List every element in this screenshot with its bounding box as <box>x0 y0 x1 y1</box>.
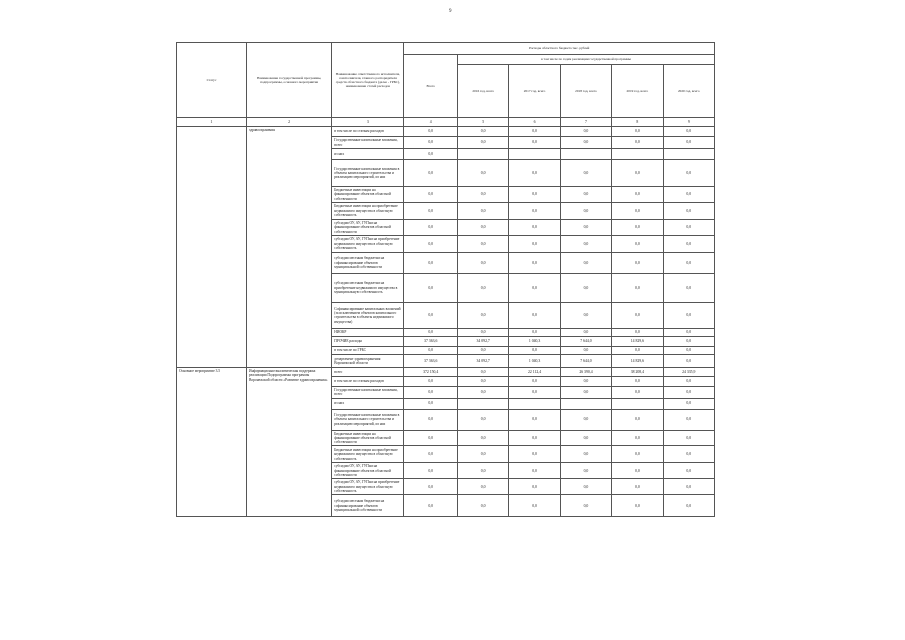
year-value-cell: 0,0 <box>457 430 508 446</box>
year-value-cell: 0,0 <box>612 328 663 336</box>
header-years-group: в том числе по годам реализации государственной программы <box>457 55 714 65</box>
year-value-cell: 0,0 <box>560 219 611 235</box>
year-value-cell: 0,0 <box>663 127 714 137</box>
year-value-cell: 0,0 <box>663 328 714 336</box>
year-value-cell: 0,0 <box>663 479 714 495</box>
year-value-cell: 0,0 <box>612 127 663 137</box>
header-year: 2018 год, всего <box>560 65 611 118</box>
header-name: Наименование государственной программы, подпрограммы, основного мероприятия <box>246 43 331 118</box>
year-value-cell: 0,0 <box>560 302 611 328</box>
year-value-cell: 0,0 <box>457 479 508 495</box>
year-value-cell: 0,0 <box>560 463 611 479</box>
year-value-cell: 0,0 <box>560 409 611 430</box>
year-value-cell: 0,0 <box>457 409 508 430</box>
year-value-cell: 0,0 <box>612 376 663 386</box>
year-value-cell <box>509 398 560 409</box>
year-value-cell: 0,0 <box>457 386 508 398</box>
year-value-cell: 0,0 <box>612 160 663 187</box>
year-value-cell: 0,0 <box>509 463 560 479</box>
header-year: 2019 год, всего <box>612 65 663 118</box>
year-value-cell: 0,0 <box>509 479 560 495</box>
col-number: 1 <box>177 118 247 127</box>
expense-item-label: Бюджетные инвестиции на финансирование объектов областной собственности <box>332 430 404 446</box>
total-value-cell: 0,0 <box>404 495 458 517</box>
program-name-cell: здравоохранения <box>246 127 331 368</box>
expense-item-label: в том числе по статьям расходов <box>332 127 404 137</box>
expense-item-label: Государственные капитальные вложения в объекты капитального строительства и реализацию мероприятий, из них <box>332 409 404 430</box>
year-value-cell: 0,0 <box>612 202 663 219</box>
year-value-cell: 0,0 <box>612 479 663 495</box>
year-value-cell: 0,0 <box>663 219 714 235</box>
expense-item-label: НИОКР <box>332 328 404 336</box>
year-value-cell: 0,0 <box>560 386 611 398</box>
year-value-cell: 0,0 <box>509 219 560 235</box>
col-number: 4 <box>404 118 458 127</box>
expense-item-label: Бюджетные инвестиции на финансирование объектов областной собственности <box>332 187 404 203</box>
expense-item-label: Государственные капитальные вложения в объекты капитального строительства и реализацию мероприятий, из них <box>332 160 404 187</box>
year-value-cell: 34 092,7 <box>457 354 508 367</box>
year-value-cell: 0,0 <box>457 346 508 354</box>
table-row <box>177 367 715 376</box>
year-value-cell: 0,0 <box>612 463 663 479</box>
year-value-cell: 0,0 <box>663 202 714 219</box>
col-number: 8 <box>612 118 663 127</box>
page-number: 9 <box>449 9 452 14</box>
year-value-cell: 0,0 <box>457 495 508 517</box>
year-value-cell <box>457 398 508 409</box>
year-value-cell: 7 644,0 <box>560 354 611 367</box>
year-value-cell: 0,0 <box>509 187 560 203</box>
year-value-cell: 0,0 <box>560 273 611 302</box>
year-value-cell: 0,0 <box>663 160 714 187</box>
expense-item-label: субсидии местным бюджетам на приобретение недвижимого имущества в муниципальную собственность <box>332 273 404 302</box>
header-total: Всего <box>404 55 458 118</box>
year-value-cell <box>612 398 663 409</box>
year-value-cell: 0,0 <box>457 202 508 219</box>
year-value-cell: 0,0 <box>612 137 663 149</box>
col-number: 3 <box>332 118 404 127</box>
year-value-cell <box>612 149 663 160</box>
year-value-cell: 0,0 <box>457 160 508 187</box>
year-value-cell <box>457 149 508 160</box>
expense-item-label: Бюджетные инвестиции на приобретение недвижимого имущества в областную собственность <box>332 446 404 463</box>
year-value-cell: 0,0 <box>560 346 611 354</box>
expense-item-label: субсидии ОУ, АУ, ГУПам на финансирование объектов областной собственности <box>332 463 404 479</box>
year-value-cell: 0,0 <box>612 187 663 203</box>
year-value-cell: 0,0 <box>663 302 714 328</box>
year-value-cell: 38 208,4 <box>612 367 663 376</box>
total-value-cell: 0,0 <box>404 219 458 235</box>
expense-item-label: субсидии местным бюджетам на софинансирование объектов муниципальной собственности <box>332 252 404 273</box>
total-value-cell: 0,0 <box>404 398 458 409</box>
year-value-cell: 0,0 <box>457 273 508 302</box>
year-value-cell: 0,0 <box>509 235 560 252</box>
total-value-cell: 0,0 <box>404 202 458 219</box>
total-value-cell: 0,0 <box>404 463 458 479</box>
year-value-cell: 0,0 <box>457 463 508 479</box>
header-year: 2016 год, всего <box>457 65 508 118</box>
year-value-cell: 0,0 <box>612 235 663 252</box>
year-value-cell: 0,0 <box>663 495 714 517</box>
year-value-cell <box>560 149 611 160</box>
program-name-cell: Информационно-аналитическая поддержка реализации Подпрограммы программы Воронежской области «Развитие здравоохранения» <box>246 367 331 516</box>
year-value-cell: 0,0 <box>663 376 714 386</box>
total-value-cell: 0,0 <box>404 137 458 149</box>
expense-item-label: департамент здравоохранения Воронежской области <box>332 354 404 367</box>
year-value-cell: 0,0 <box>509 495 560 517</box>
total-value-cell: 0,0 <box>404 409 458 430</box>
year-value-cell <box>560 398 611 409</box>
total-value-cell: 0,0 <box>404 302 458 328</box>
total-value-cell: 0,0 <box>404 479 458 495</box>
year-value-cell: 0,0 <box>560 328 611 336</box>
year-value-cell: 0,0 <box>457 376 508 386</box>
total-value-cell: 0,0 <box>404 386 458 398</box>
col-number: 2 <box>246 118 331 127</box>
total-value-cell: 0,0 <box>404 160 458 187</box>
year-value-cell: 0,0 <box>457 302 508 328</box>
year-value-cell: 0,0 <box>560 235 611 252</box>
year-value-cell: 0,0 <box>457 127 508 137</box>
total-value-cell: 372 150,4 <box>404 367 458 376</box>
year-value-cell: 0,0 <box>457 137 508 149</box>
expense-item-label: в том числе по статьям расходов <box>332 376 404 386</box>
total-value-cell: 0,0 <box>404 346 458 354</box>
header-status: Статус <box>177 43 247 118</box>
table-row <box>177 127 715 137</box>
header-source: Наименование ответственного исполнителя, соисполнителя, главного распорядителя средств областного бюджета (далее - ГРБС), наименование статей расходов <box>332 43 404 118</box>
year-value-cell: 0,0 <box>612 219 663 235</box>
expense-item-label: ПРОЧИЕ расходы <box>332 336 404 346</box>
expense-item-label: субсидии ОУ, АУ, ГУПам на приобретение недвижимого имущества в областную собственность <box>332 235 404 252</box>
year-value-cell: 0,0 <box>663 463 714 479</box>
year-value-cell: 0,0 <box>560 127 611 137</box>
total-value-cell: 0,0 <box>404 446 458 463</box>
year-value-cell: 0,0 <box>509 252 560 273</box>
year-value-cell: 0,0 <box>457 367 508 376</box>
year-value-cell: 0,0 <box>663 273 714 302</box>
year-value-cell: 0,0 <box>663 252 714 273</box>
expense-item-label: всего <box>332 367 404 376</box>
total-value-cell: 0,0 <box>404 376 458 386</box>
year-value-cell: 0,0 <box>560 479 611 495</box>
year-value-cell: 0,0 <box>663 336 714 346</box>
year-value-cell: 26 390,4 <box>560 367 611 376</box>
year-value-cell: 0,0 <box>509 446 560 463</box>
year-value-cell: 0,0 <box>560 376 611 386</box>
year-value-cell: 0,0 <box>612 273 663 302</box>
year-value-cell: 0,0 <box>663 430 714 446</box>
year-value-cell: 0,0 <box>663 235 714 252</box>
year-value-cell: 0,0 <box>509 202 560 219</box>
year-value-cell: 0,0 <box>560 446 611 463</box>
expense-item-label: из них <box>332 398 404 409</box>
header-budget-group: Расходы областного бюджета тыс. рублей <box>404 43 715 55</box>
year-value-cell: 0,0 <box>509 273 560 302</box>
year-value-cell: 0,0 <box>509 346 560 354</box>
total-value-cell: 0,0 <box>404 252 458 273</box>
total-value-cell: 37 363,6 <box>404 354 458 367</box>
expense-item-label: Бюджетные инвестиции на приобретение недвижимого имущества в областную собственность <box>332 202 404 219</box>
year-value-cell: 0,0 <box>612 386 663 398</box>
total-value-cell: 0,0 <box>404 328 458 336</box>
year-value-cell: 0,0 <box>560 495 611 517</box>
year-value-cell: 0,0 <box>663 346 714 354</box>
year-value-cell: 0,0 <box>509 160 560 187</box>
header-year: 2020 год, всего <box>663 65 714 118</box>
year-value-cell: 0,0 <box>509 409 560 430</box>
year-value-cell: 1 040,3 <box>509 336 560 346</box>
year-value-cell: 0,0 <box>457 235 508 252</box>
year-value-cell: 0,0 <box>663 398 714 409</box>
year-value-cell: 0,0 <box>560 202 611 219</box>
year-value-cell: 0,0 <box>560 252 611 273</box>
year-value-cell: 0,0 <box>457 252 508 273</box>
year-value-cell <box>509 149 560 160</box>
expense-item-label: Государственные капитальные вложения, всего <box>332 137 404 149</box>
expense-item-label: Софинансирование капитальных вложений (за исключением объектов капитального строительства в объекты недвижимого имущества) <box>332 302 404 328</box>
year-value-cell: 0,0 <box>663 386 714 398</box>
year-value-cell: 0,0 <box>663 409 714 430</box>
expense-item-label: в том числе по ГРБС <box>332 346 404 354</box>
year-value-cell: 0,0 <box>457 187 508 203</box>
header-year: 2017 год, всего <box>509 65 560 118</box>
expense-item-label: из них <box>332 149 404 160</box>
col-number: 6 <box>509 118 560 127</box>
total-value-cell: 0,0 <box>404 430 458 446</box>
year-value-cell: 0,0 <box>457 328 508 336</box>
year-value-cell: 0,0 <box>509 302 560 328</box>
year-value-cell: 0,0 <box>560 430 611 446</box>
year-value-cell: 0,0 <box>560 137 611 149</box>
expense-item-label: Государственные капитальные вложения, всего <box>332 386 404 398</box>
total-value-cell: 37 363,6 <box>404 336 458 346</box>
year-value-cell: 34 092,7 <box>457 336 508 346</box>
year-value-cell: 0,0 <box>509 137 560 149</box>
year-value-cell <box>663 149 714 160</box>
year-value-cell: 0,0 <box>612 495 663 517</box>
year-value-cell: 0,0 <box>612 430 663 446</box>
year-value-cell: 0,0 <box>663 354 714 367</box>
budget-table <box>176 42 715 517</box>
year-value-cell: 0,0 <box>612 409 663 430</box>
year-value-cell: 0,0 <box>509 376 560 386</box>
year-value-cell: 0,0 <box>663 137 714 149</box>
column-numbers-row <box>177 118 715 127</box>
year-value-cell: 0,0 <box>509 430 560 446</box>
total-value-cell: 0,0 <box>404 235 458 252</box>
total-value-cell: 0,0 <box>404 149 458 160</box>
expense-item-label: субсидии ОУ, АУ, ГУПам на финансирование объектов областной собственности <box>332 219 404 235</box>
year-value-cell: 0,0 <box>509 328 560 336</box>
year-value-cell: 0,0 <box>612 302 663 328</box>
year-value-cell: 0,0 <box>663 446 714 463</box>
year-value-cell: 22 112,4 <box>509 367 560 376</box>
year-value-cell: 0,0 <box>612 252 663 273</box>
year-value-cell: 0,0 <box>457 446 508 463</box>
year-value-cell: 14 829,6 <box>612 354 663 367</box>
total-value-cell: 0,0 <box>404 127 458 137</box>
col-number: 5 <box>457 118 508 127</box>
table-body <box>177 127 715 517</box>
status-cell <box>177 127 247 368</box>
status-cell: Основное мероприятие 3.5 <box>177 367 247 516</box>
year-value-cell: 0,0 <box>612 346 663 354</box>
year-value-cell: 0,0 <box>457 219 508 235</box>
expense-item-label: субсидии ОУ, АУ, ГУПам на приобретение недвижимого имущества в областную собственность <box>332 479 404 495</box>
year-value-cell: 24 335,9 <box>663 367 714 376</box>
total-value-cell: 0,0 <box>404 187 458 203</box>
year-value-cell: 0,0 <box>612 446 663 463</box>
total-value-cell: 0,0 <box>404 273 458 302</box>
year-value-cell: 0,0 <box>509 386 560 398</box>
col-number: 7 <box>560 118 611 127</box>
year-value-cell: 0,0 <box>663 187 714 203</box>
year-value-cell: 1 040,3 <box>509 354 560 367</box>
year-value-cell: 14 829,6 <box>612 336 663 346</box>
year-value-cell: 7 644,0 <box>560 336 611 346</box>
year-value-cell: 0,0 <box>560 160 611 187</box>
year-value-cell: 0,0 <box>560 187 611 203</box>
expense-item-label: субсидии местным бюджетам на софинансирование объектов муниципальной собственности <box>332 495 404 517</box>
year-value-cell: 0,0 <box>509 127 560 137</box>
col-number: 9 <box>663 118 714 127</box>
